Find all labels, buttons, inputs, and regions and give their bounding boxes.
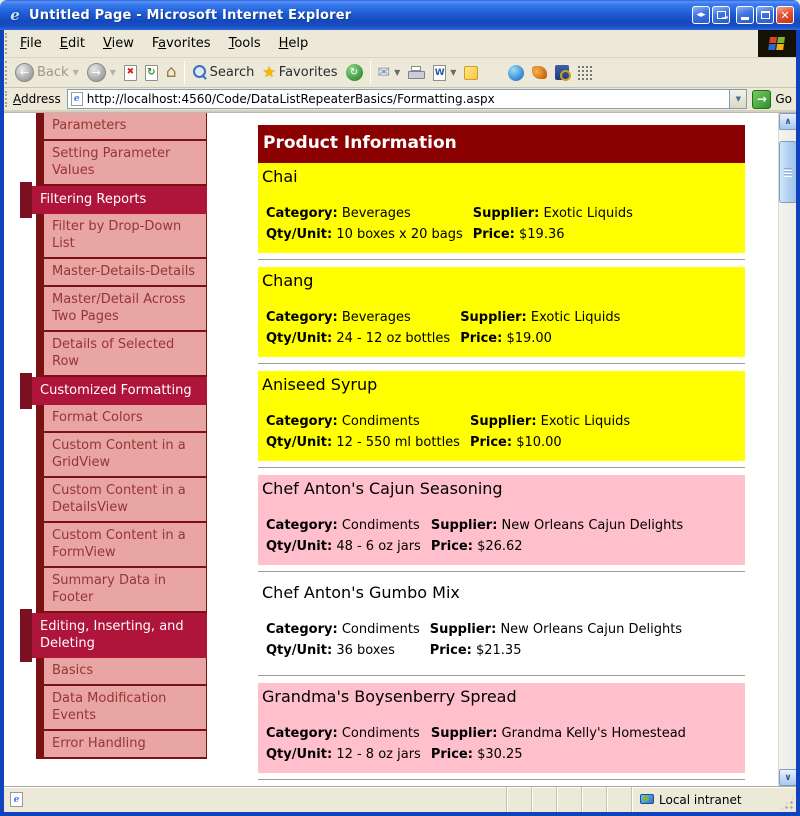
category-label: Category: xyxy=(266,310,338,325)
search-icon xyxy=(192,65,207,80)
status-pane xyxy=(506,787,531,812)
standard-toolbar xyxy=(4,58,796,88)
titlebar xyxy=(0,0,800,30)
menu-items xyxy=(11,30,758,57)
product-details xyxy=(266,411,640,453)
price-label: Price: xyxy=(430,539,473,554)
go-icon: → xyxy=(752,90,771,109)
qty-value: 24 - 12 oz bottles xyxy=(336,331,451,346)
status-bar xyxy=(4,786,796,812)
supplier-value: Exotic Liquids xyxy=(530,310,621,325)
sidebar-item[interactable] xyxy=(36,433,207,478)
menu-item[interactable]: Help xyxy=(278,36,309,51)
msn-button[interactable] xyxy=(528,64,551,81)
sidebar-item[interactable] xyxy=(36,214,207,259)
favorites-button[interactable] xyxy=(258,63,341,82)
print-button[interactable] xyxy=(404,64,429,81)
page-icon: e xyxy=(71,92,83,106)
category-label: Category: xyxy=(266,414,338,429)
sidebar-item[interactable] xyxy=(36,141,207,186)
product-name: Chai xyxy=(262,167,298,186)
product-card xyxy=(258,475,745,565)
sidebar-item-label: Filtering Reports xyxy=(40,192,147,207)
product-card xyxy=(258,579,745,669)
pan-arrows-button[interactable] xyxy=(692,6,710,24)
status-main-pane xyxy=(4,787,506,812)
sidebar-item-label: Master-Details-Details xyxy=(52,264,196,279)
status-pane xyxy=(531,787,556,812)
toolbar-separator xyxy=(184,61,185,84)
menu-bar xyxy=(4,30,796,58)
price-value: $10.00 xyxy=(516,435,562,450)
edit-word-icon: W xyxy=(433,65,446,81)
product-name: Grandma's Boysenberry Spread xyxy=(262,687,517,706)
window-title: Untitled Page - Microsoft Internet Explorer xyxy=(29,7,352,23)
sidebar-item-label: Format Colors xyxy=(52,410,143,425)
category-label: Category: xyxy=(266,622,338,637)
favorites-label: Favorites xyxy=(278,65,338,80)
browser-viewport xyxy=(4,112,796,786)
address-dropdown-button[interactable]: ▼ xyxy=(729,90,746,108)
qty-value: 48 - 6 oz jars xyxy=(336,539,421,554)
sidebar-item-label: Master/Detail Across Two Pages xyxy=(52,292,186,324)
sidebar-item-label: Error Handling xyxy=(52,736,146,751)
product-name: Aniseed Syrup xyxy=(262,375,378,394)
product-card xyxy=(258,267,745,357)
detach-window-icon xyxy=(717,11,726,19)
qty-label: Qty/Unit: xyxy=(266,331,333,346)
price-label: Price: xyxy=(469,435,513,450)
addressbar-grip[interactable] xyxy=(5,91,9,107)
main-content xyxy=(258,125,745,786)
refresh-icon: ↻ xyxy=(145,65,158,81)
history-icon: ↻ xyxy=(346,64,363,81)
qty-label: Qty/Unit: xyxy=(266,539,333,554)
toolbar-separator xyxy=(370,61,371,84)
qty-value: 12 - 550 ml bottles xyxy=(336,435,460,450)
status-pane xyxy=(556,787,581,812)
sidebar-item-label: Parameters xyxy=(52,118,127,133)
resize-grip[interactable] xyxy=(779,795,795,811)
address-url[interactable]: http://localhost:4560/Code/DataListRepeaterBasics/Formatting.aspx xyxy=(86,92,495,106)
qty-value: 36 boxes xyxy=(336,643,395,658)
sidebar-item[interactable] xyxy=(20,613,207,658)
search-button[interactable] xyxy=(188,63,259,82)
minimize-icon xyxy=(741,17,749,20)
edit-button[interactable] xyxy=(429,63,460,83)
sidebar-item[interactable] xyxy=(36,405,207,433)
category-value: Condiments xyxy=(341,414,420,429)
category-label: Category: xyxy=(266,206,338,221)
sidebar-item-label: Filter by Drop-Down List xyxy=(52,219,182,251)
qty-label: Qty/Unit: xyxy=(266,435,333,450)
category-value: Condiments xyxy=(341,726,420,741)
product-card xyxy=(258,163,745,253)
category-value: Beverages xyxy=(341,206,411,221)
menu-item[interactable]: Tools xyxy=(228,36,261,51)
back-button[interactable] xyxy=(11,61,83,84)
detach-window-button[interactable] xyxy=(712,6,730,24)
product-name: Chef Anton's Gumbo Mix xyxy=(262,583,460,602)
sidebar-item[interactable] xyxy=(20,186,207,214)
price-label: Price: xyxy=(429,643,472,658)
supplier-label: Supplier: xyxy=(430,518,498,533)
window-frame xyxy=(0,30,800,816)
sidebar-item-label: Data Modification Events xyxy=(52,691,167,723)
menu-item[interactable]: File xyxy=(20,36,42,51)
research-icon xyxy=(555,65,569,80)
sidebar-item-label: Setting Parameter Values xyxy=(52,146,171,178)
mail-button[interactable] xyxy=(374,63,405,82)
price-label: Price: xyxy=(430,747,473,762)
sidebar-item-label: Details of Selected Row xyxy=(52,337,175,369)
category-value: Beverages xyxy=(341,310,411,325)
product-name: Chef Anton's Cajun Seasoning xyxy=(262,479,503,498)
price-label: Price: xyxy=(460,331,503,346)
stop-button[interactable] xyxy=(120,63,141,83)
scroll-up-button[interactable]: ∧ xyxy=(779,113,796,130)
security-zone-label: Local intranet xyxy=(659,792,742,807)
qty-label: Qty/Unit: xyxy=(266,747,333,762)
supplier-label: Supplier: xyxy=(472,206,540,221)
qty-value: 12 - 8 oz jars xyxy=(336,747,421,762)
price-value: $19.36 xyxy=(519,227,565,242)
price-value: $26.62 xyxy=(477,539,523,554)
sidebar-item-label: Customized Formatting xyxy=(40,383,192,398)
address-field[interactable] xyxy=(67,89,748,109)
menu-item[interactable]: Edit xyxy=(59,36,85,51)
maximize-button[interactable] xyxy=(756,6,774,24)
back-dropdown-icon[interactable]: ▼ xyxy=(72,68,79,77)
price-label: Price: xyxy=(472,227,515,242)
sidebar-item[interactable] xyxy=(36,287,207,332)
mail-dropdown-icon[interactable]: ▼ xyxy=(394,68,401,77)
back-icon: ← xyxy=(15,63,34,82)
sidebar-item-label: Editing, Inserting, and Deleting xyxy=(40,619,184,651)
supplier-value: New Orleans Cajun Delights xyxy=(501,518,684,533)
scrollbar-thumb[interactable] xyxy=(779,141,796,203)
menu-item[interactable]: View xyxy=(102,36,134,51)
sidebar-item[interactable] xyxy=(20,377,207,405)
status-pane xyxy=(581,787,606,812)
go-button[interactable] xyxy=(752,90,792,109)
grid-icon xyxy=(577,65,592,80)
minimize-button[interactable] xyxy=(736,6,754,24)
status-pane xyxy=(606,787,631,812)
page-title: Product Information xyxy=(258,125,745,163)
qty-label: Qty/Unit: xyxy=(266,227,333,242)
print-icon xyxy=(408,66,425,79)
local-intranet-icon xyxy=(640,794,654,806)
edit-dropdown-icon[interactable]: ▼ xyxy=(450,68,457,77)
supplier-value: Exotic Liquids xyxy=(540,414,631,429)
qty-label: Qty/Unit: xyxy=(266,643,333,658)
messenger-button[interactable] xyxy=(504,63,528,83)
sidebar-item[interactable] xyxy=(36,332,207,377)
sidebar-item[interactable] xyxy=(36,686,207,731)
sidebar-item-label: Custom Content in a FormView xyxy=(52,528,186,560)
window-controls xyxy=(692,6,794,24)
search-label: Search xyxy=(209,65,255,80)
windows-flag-icon xyxy=(768,37,786,51)
product-details xyxy=(266,307,630,349)
sidebar-item-label: Summary Data in Footer xyxy=(52,573,166,605)
msn-icon xyxy=(532,66,547,79)
menubar-grip[interactable] xyxy=(5,33,9,54)
category-value: Condiments xyxy=(341,622,420,637)
product-separator xyxy=(258,779,745,781)
price-value: $21.35 xyxy=(475,643,522,658)
forward-dropdown-icon[interactable]: ▼ xyxy=(109,68,116,77)
product-details xyxy=(266,515,693,557)
supplier-value: New Orleans Cajun Delights xyxy=(500,622,683,637)
vertical-scrollbar[interactable] xyxy=(778,113,796,786)
price-value: $30.25 xyxy=(477,747,523,762)
pan-arrows-icon: ◂▸ xyxy=(696,9,706,20)
supplier-label: Supplier: xyxy=(460,310,527,325)
messenger-icon xyxy=(508,65,524,81)
research-button[interactable] xyxy=(551,63,573,82)
sidebar-item-label: Basics xyxy=(52,663,94,678)
home-icon: ⌂ xyxy=(165,62,177,82)
ie-logo-icon: e xyxy=(10,6,20,24)
security-zone-pane xyxy=(631,787,779,812)
product-details xyxy=(266,723,696,765)
history-button[interactable] xyxy=(342,62,367,83)
product-card xyxy=(258,683,745,773)
toolbar-grip[interactable] xyxy=(5,61,9,84)
sidebar-item[interactable] xyxy=(36,658,207,686)
sidebar-item-label: Custom Content in a DetailsView xyxy=(52,483,186,515)
product-separator xyxy=(258,467,745,469)
category-label: Category: xyxy=(266,726,338,741)
discuss-button[interactable] xyxy=(460,64,482,82)
discuss-icon xyxy=(464,66,478,80)
sidebar-item[interactable] xyxy=(36,259,207,287)
price-value: $19.00 xyxy=(506,331,552,346)
sidebar-item[interactable] xyxy=(36,731,207,759)
scroll-down-button[interactable]: ∨ xyxy=(779,769,796,786)
category-label: Category: xyxy=(266,518,338,533)
refresh-button[interactable] xyxy=(141,63,162,83)
sidebar-item-label: Custom Content in a GridView xyxy=(52,438,186,470)
product-separator xyxy=(258,363,745,365)
address-label: Address xyxy=(13,92,61,106)
supplier-label: Supplier: xyxy=(429,622,497,637)
favorites-icon: ★ xyxy=(262,63,276,81)
product-details xyxy=(266,619,692,661)
sidebar-nav xyxy=(20,113,207,759)
product-details xyxy=(266,203,643,245)
sidebar-item[interactable] xyxy=(36,523,207,568)
quick-tools-button[interactable] xyxy=(573,63,596,82)
product-card xyxy=(258,371,745,461)
menu-item[interactable]: Favorites xyxy=(151,36,211,51)
throbber xyxy=(758,30,796,57)
mail-icon: ✉ xyxy=(377,63,391,81)
close-button[interactable] xyxy=(776,6,794,24)
maximize-icon xyxy=(761,11,770,19)
product-separator xyxy=(258,675,745,677)
address-bar xyxy=(4,88,796,112)
status-page-icon: e xyxy=(10,792,23,807)
sidebar-item[interactable] xyxy=(36,478,207,523)
forward-icon: → xyxy=(87,63,106,82)
sidebar-item[interactable] xyxy=(36,568,207,613)
stop-icon: ✖ xyxy=(124,65,137,81)
product-separator xyxy=(258,571,745,573)
go-label: Go xyxy=(775,92,792,106)
qty-value: 10 boxes x 20 bags xyxy=(336,227,463,242)
product-name: Chang xyxy=(262,271,314,290)
home-button[interactable] xyxy=(162,62,181,83)
supplier-label: Supplier: xyxy=(469,414,537,429)
forward-button[interactable] xyxy=(83,61,120,84)
back-label: Back xyxy=(37,65,69,80)
supplier-value: Grandma Kelly's Homestead xyxy=(501,726,686,741)
category-value: Condiments xyxy=(341,518,420,533)
supplier-label: Supplier: xyxy=(430,726,498,741)
sidebar-item[interactable] xyxy=(36,113,207,141)
product-separator xyxy=(258,259,745,261)
close-icon: ✕ xyxy=(780,8,790,22)
supplier-value: Exotic Liquids xyxy=(543,206,633,221)
